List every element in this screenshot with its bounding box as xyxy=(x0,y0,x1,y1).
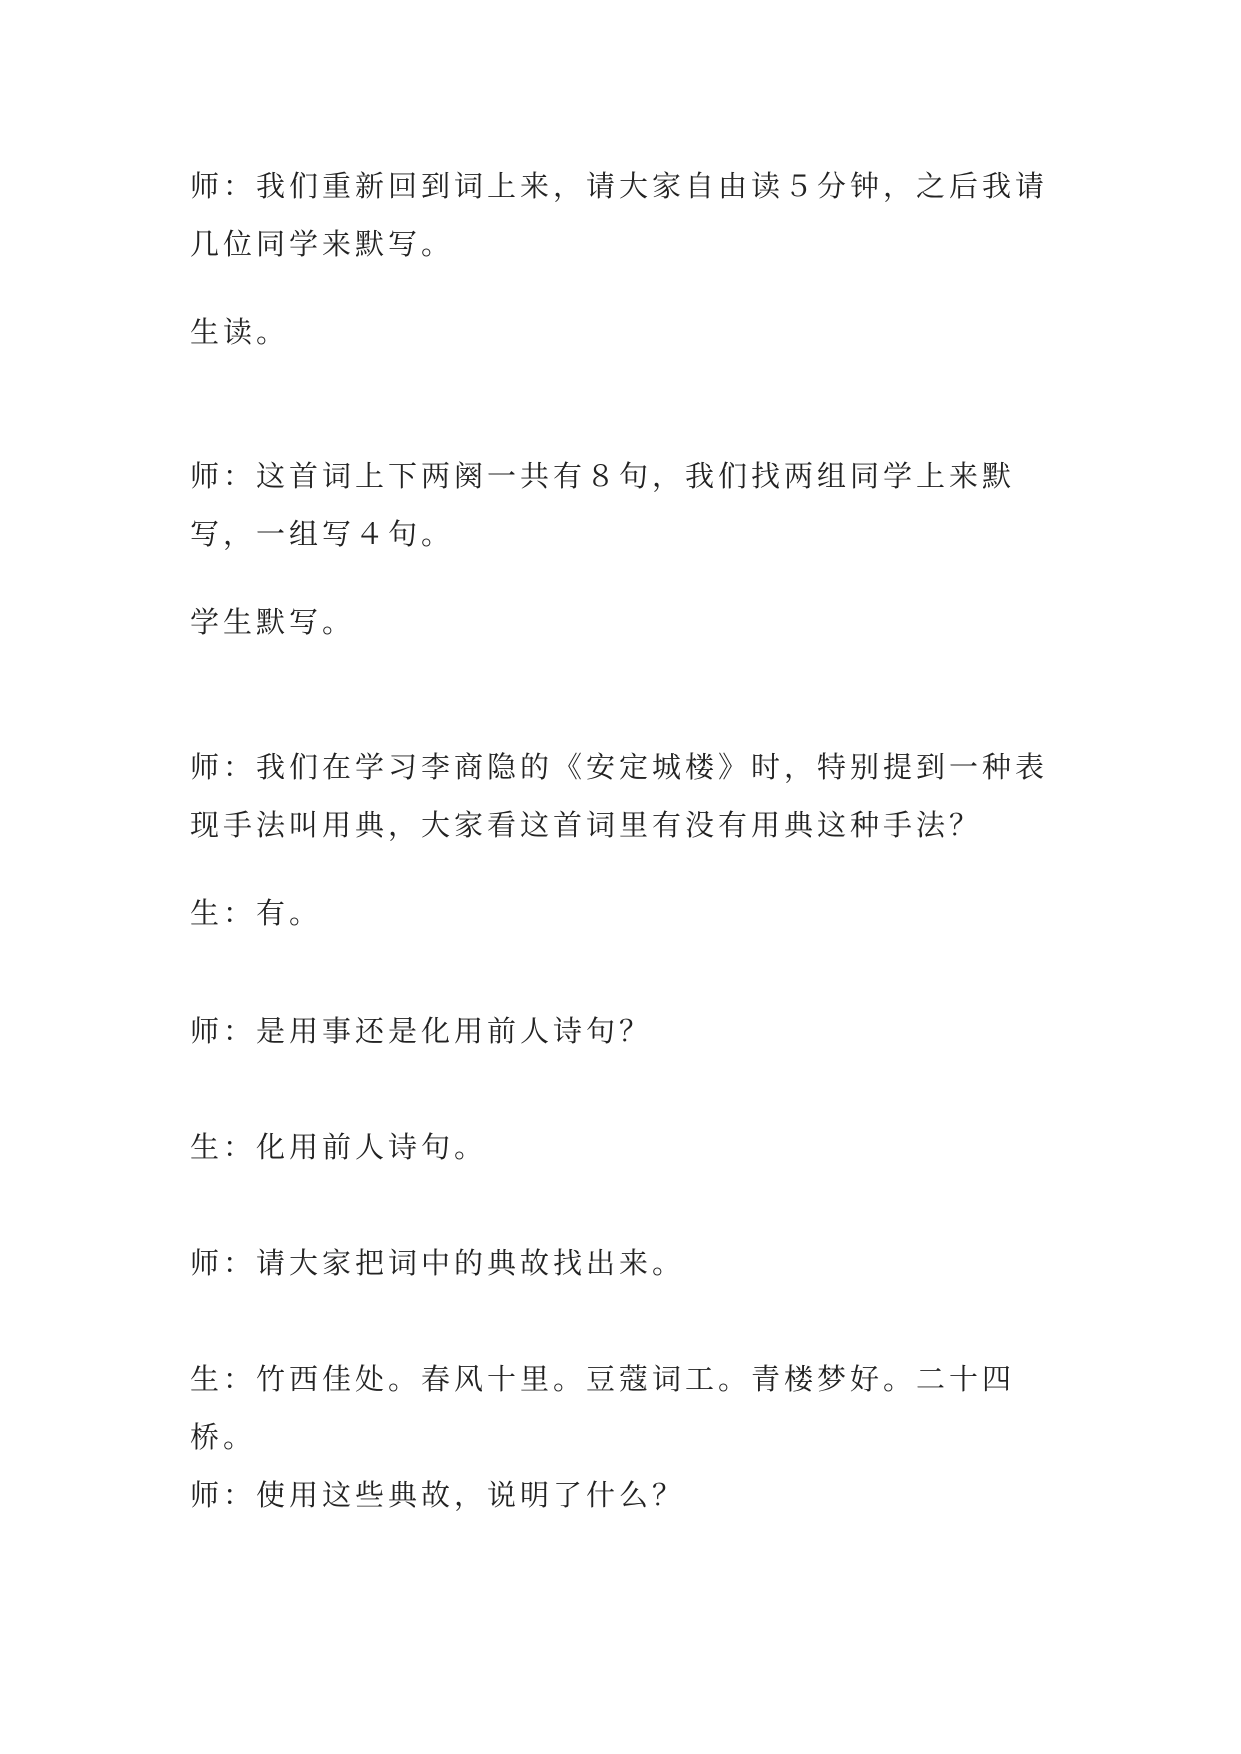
paragraph-7: 师：是用事还是化用前人诗句？ xyxy=(190,1014,653,1048)
paragraph-4: 学生默写。 xyxy=(190,605,356,639)
paragraph-8: 生：化用前人诗句。 xyxy=(190,1130,488,1164)
paragraph-10: 生：竹西佳处。春风十里。豆蔻词工。青楼梦好。二十四桥。 xyxy=(190,1362,1016,1454)
paragraph-1: 师：我们重新回到词上来，请大家自由读５分钟，之后我请几位同学来默写。 xyxy=(190,169,1049,261)
paragraph-6: 生：有。 xyxy=(190,896,323,930)
paragraph-2: 生读。 xyxy=(190,315,290,349)
paragraph-9: 师：请大家把词中的典故找出来。 xyxy=(190,1246,686,1280)
paragraph-5: 师：我们在学习李商隐的《安定城楼》时，特别提到一种表现手法叫用典，大家看这首词里有没有用典这种手法？ xyxy=(190,750,1049,842)
paragraph-3: 师：这首词上下两阕一共有８句，我们找两组同学上来默写，一组写４句。 xyxy=(190,459,1016,551)
paragraph-11: 师：使用这些典故，说明了什么？ xyxy=(190,1478,686,1512)
